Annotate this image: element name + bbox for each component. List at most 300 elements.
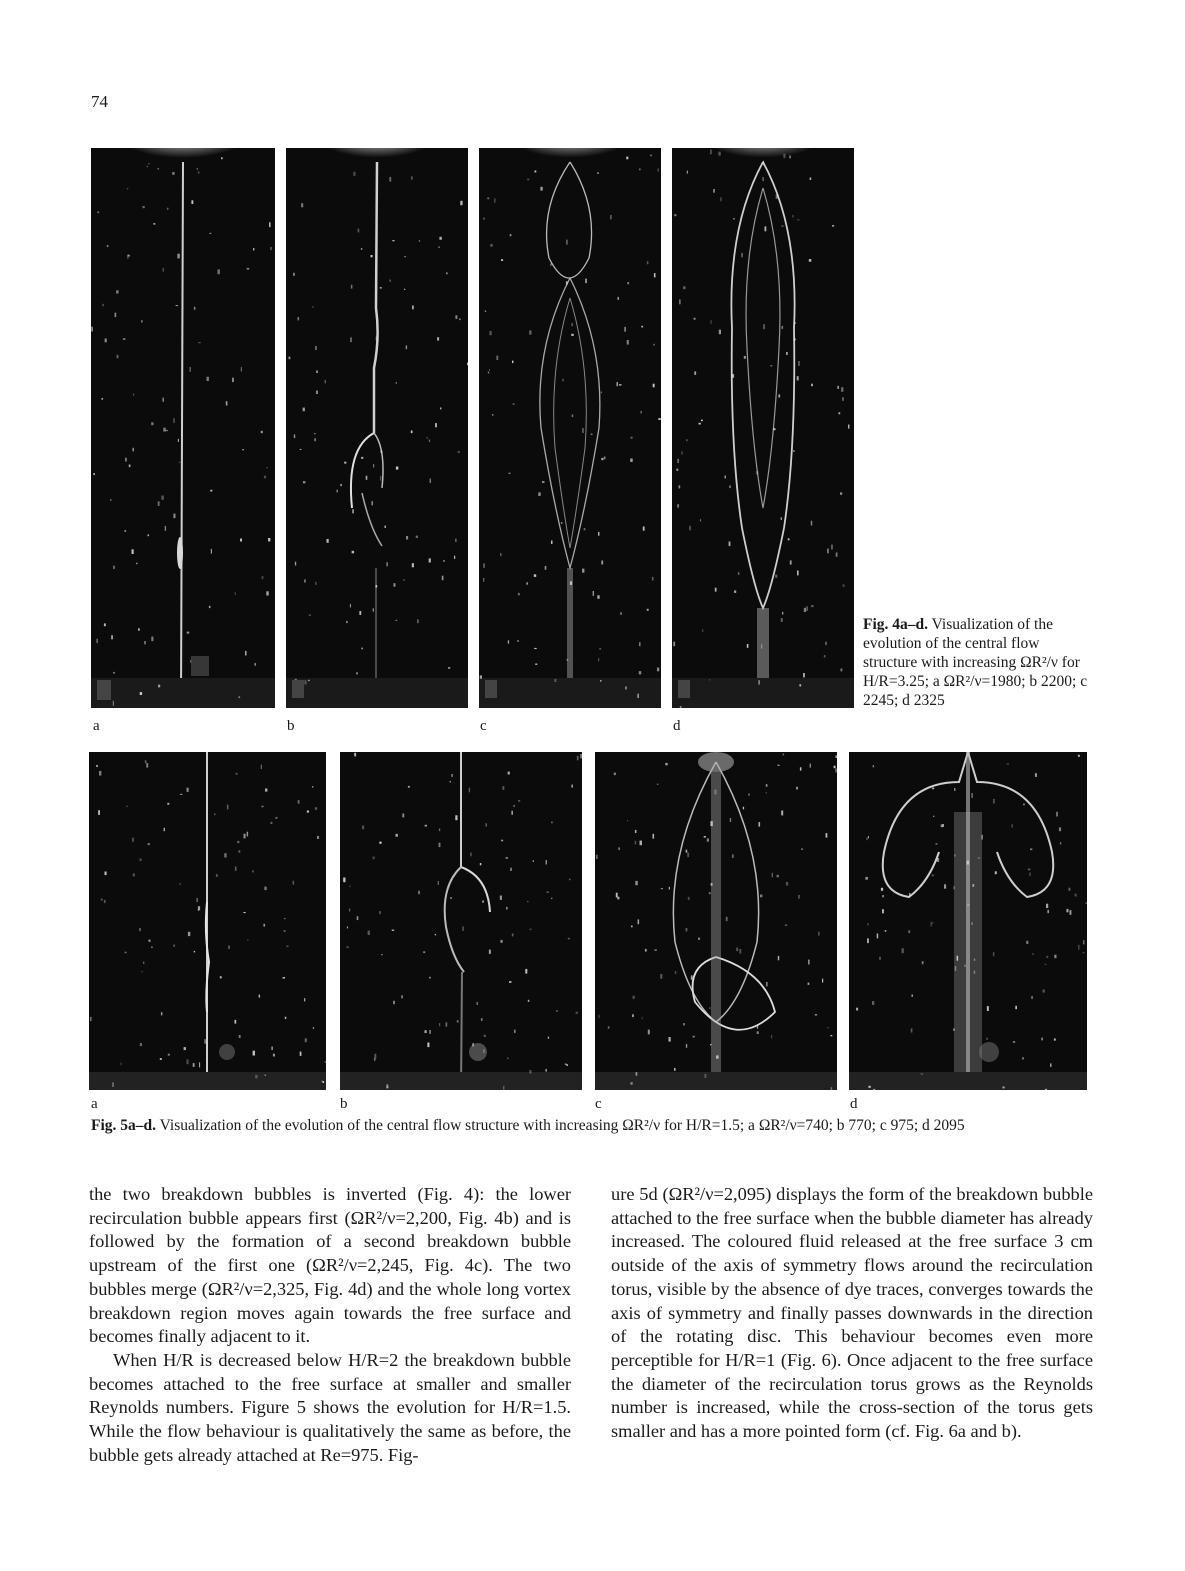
particle-speck bbox=[654, 273, 656, 277]
particle-speck bbox=[764, 324, 765, 329]
particle-speck bbox=[99, 771, 101, 776]
particle-speck bbox=[843, 584, 845, 586]
particle-speck bbox=[831, 545, 833, 550]
particle-speck bbox=[715, 588, 717, 592]
particle-speck bbox=[540, 187, 542, 191]
particle-speck bbox=[908, 930, 910, 933]
particle-speck bbox=[793, 450, 794, 452]
particle-speck bbox=[113, 566, 115, 569]
particle-speck bbox=[138, 628, 140, 630]
particle-speck bbox=[835, 755, 837, 758]
particle-speck bbox=[932, 875, 934, 877]
particle-speck bbox=[535, 664, 537, 665]
particle-speck bbox=[380, 451, 382, 453]
particle-speck bbox=[734, 590, 736, 593]
particle-speck bbox=[1059, 827, 1061, 831]
particle-speck bbox=[127, 188, 128, 189]
particle-speck bbox=[226, 401, 228, 405]
particle-speck bbox=[601, 392, 602, 394]
particle-speck bbox=[585, 279, 587, 284]
particle-speck bbox=[161, 496, 163, 500]
particle-speck bbox=[508, 772, 510, 775]
particle-speck bbox=[501, 840, 503, 842]
particle-speck bbox=[556, 1010, 557, 1011]
particle-speck bbox=[359, 611, 361, 615]
particle-speck bbox=[778, 956, 779, 960]
particle-speck bbox=[144, 641, 146, 644]
particle-speck bbox=[316, 391, 318, 395]
particle-speck bbox=[235, 1020, 237, 1024]
particle-speck bbox=[408, 786, 410, 788]
particle-speck bbox=[800, 767, 802, 770]
particle-speck bbox=[442, 576, 444, 581]
particle-speck bbox=[974, 971, 976, 974]
particle-speck bbox=[570, 581, 572, 585]
particle-speck bbox=[736, 948, 738, 951]
particle-speck bbox=[687, 853, 689, 858]
particle-speck bbox=[417, 619, 418, 623]
particle-speck bbox=[1012, 824, 1013, 827]
particle-speck bbox=[974, 959, 975, 961]
particle-speck bbox=[773, 428, 775, 430]
particle-speck bbox=[385, 526, 387, 528]
particle-speck bbox=[490, 244, 492, 247]
particle-speck bbox=[347, 927, 348, 929]
particle-speck bbox=[981, 835, 983, 840]
particle-speck bbox=[778, 765, 780, 766]
particle-speck bbox=[513, 403, 515, 404]
particle-speck bbox=[627, 282, 629, 284]
particle-speck bbox=[286, 946, 288, 947]
particle-speck bbox=[165, 526, 166, 531]
particle-speck bbox=[517, 640, 518, 642]
particle-speck bbox=[729, 542, 731, 547]
particle-speck bbox=[487, 197, 489, 199]
particle-speck bbox=[221, 157, 223, 159]
particle-speck bbox=[179, 462, 181, 463]
particle-speck bbox=[635, 881, 638, 885]
particle-speck bbox=[546, 860, 547, 864]
particle-speck bbox=[406, 536, 408, 540]
particle-speck bbox=[804, 608, 806, 612]
particle-speck bbox=[604, 457, 606, 460]
particle-speck bbox=[763, 161, 764, 165]
fig5c-photo bbox=[595, 752, 837, 1090]
particle-speck bbox=[1069, 888, 1071, 891]
particle-speck bbox=[931, 922, 932, 927]
particle-speck bbox=[1054, 1039, 1056, 1041]
particle-speck bbox=[600, 680, 601, 682]
particle-speck bbox=[653, 344, 655, 346]
particle-speck bbox=[167, 803, 169, 805]
particle-speck bbox=[265, 1075, 266, 1077]
particle-speck bbox=[528, 1000, 530, 1002]
particle-speck bbox=[209, 233, 211, 234]
particle-speck bbox=[350, 337, 351, 342]
particle-speck bbox=[455, 815, 457, 820]
particle-speck bbox=[190, 660, 191, 662]
particle-speck bbox=[972, 884, 974, 887]
particle-speck bbox=[639, 169, 640, 171]
particle-speck bbox=[1013, 1041, 1015, 1043]
particle-speck bbox=[472, 1043, 474, 1046]
particle-speck bbox=[794, 322, 797, 324]
particle-speck bbox=[658, 418, 660, 420]
particle-speck bbox=[439, 1023, 440, 1026]
particle-speck bbox=[705, 1074, 707, 1078]
particle-speck bbox=[214, 814, 215, 816]
particle-speck bbox=[386, 1084, 388, 1088]
particle-speck bbox=[346, 946, 348, 948]
particle-speck bbox=[429, 558, 431, 562]
particle-speck bbox=[308, 680, 310, 681]
particle-speck bbox=[657, 784, 659, 785]
particle-speck bbox=[1022, 1057, 1024, 1059]
particle-speck bbox=[265, 789, 267, 792]
body-paragraph: the two breakdown bubbles is inverted (Fig. 4): the lower recirculation bubble appears first (ΩR²/ν=2,200, Fig. 4b) and is followed by the formation of a second breakdown bubble upstream of the first one (ΩR²/ν=2,245, Fig. 4c). The two bubbles merge (ΩR²/ν=2,325, Fig. 4d) and the whole long vortex breakdown region moves again towards the free surface and becomes finally adjacent to it. bbox=[89, 1184, 571, 1347]
particle-speck bbox=[177, 254, 179, 259]
particle-speck bbox=[1056, 812, 1058, 817]
particle-speck bbox=[261, 806, 263, 807]
particle-speck bbox=[716, 1055, 719, 1058]
particle-speck bbox=[317, 836, 319, 839]
particle-speck bbox=[567, 659, 569, 661]
particle-speck bbox=[240, 539, 242, 542]
fig4d-photo bbox=[672, 148, 854, 708]
particle-speck bbox=[785, 925, 787, 926]
particle-speck bbox=[995, 871, 997, 874]
particle-speck bbox=[941, 824, 943, 827]
particle-speck bbox=[228, 946, 229, 950]
particle-speck bbox=[811, 384, 813, 387]
particle-speck bbox=[694, 318, 696, 320]
body-right-column bbox=[611, 1183, 1093, 1444]
particle-speck bbox=[161, 1012, 163, 1015]
fig5c-letter: c bbox=[595, 1096, 602, 1112]
particle-speck bbox=[616, 893, 618, 898]
particle-speck bbox=[315, 582, 316, 585]
particle-speck bbox=[801, 849, 803, 850]
particle-speck bbox=[597, 172, 599, 174]
particle-speck bbox=[710, 821, 712, 826]
particle-speck bbox=[191, 200, 193, 204]
particle-speck bbox=[380, 476, 381, 481]
particle-speck bbox=[1015, 1006, 1017, 1009]
fig5d-photo bbox=[849, 752, 1087, 1090]
particle-speck bbox=[506, 857, 508, 859]
particle-speck bbox=[689, 526, 691, 531]
particle-speck bbox=[1023, 804, 1024, 806]
particle-speck bbox=[865, 877, 868, 880]
particle-speck bbox=[1026, 941, 1028, 944]
particle-speck bbox=[139, 859, 141, 861]
particle-speck bbox=[313, 1027, 314, 1028]
particle-speck bbox=[580, 754, 582, 758]
particle-speck bbox=[838, 386, 839, 389]
particle-speck bbox=[247, 832, 248, 837]
particle-speck bbox=[709, 679, 710, 680]
particle-speck bbox=[562, 379, 563, 382]
particle-speck bbox=[419, 240, 420, 242]
particle-speck bbox=[677, 504, 679, 507]
particle-speck bbox=[426, 437, 427, 438]
particle-speck bbox=[693, 1036, 695, 1038]
particle-speck bbox=[211, 549, 212, 554]
particle-speck bbox=[676, 469, 678, 471]
particle-speck bbox=[437, 337, 439, 340]
particle-speck bbox=[295, 562, 296, 566]
particle-speck bbox=[448, 667, 450, 668]
particle-speck bbox=[253, 1051, 255, 1056]
particle-speck bbox=[454, 556, 455, 559]
particle-speck bbox=[180, 883, 181, 885]
particle-speck bbox=[127, 257, 128, 259]
particle-speck bbox=[591, 434, 593, 435]
particle-speck bbox=[788, 538, 790, 540]
particle-speck bbox=[866, 838, 867, 841]
particle-speck bbox=[163, 428, 166, 432]
particle-speck bbox=[535, 171, 537, 173]
particle-speck bbox=[686, 850, 688, 853]
particle-speck bbox=[309, 615, 311, 616]
particle-speck bbox=[396, 382, 397, 384]
fig4a-photo bbox=[91, 148, 275, 708]
particle-speck bbox=[382, 954, 383, 955]
particle-speck bbox=[451, 774, 452, 777]
particle-speck bbox=[166, 430, 168, 431]
particle-speck bbox=[357, 916, 359, 920]
particle-speck bbox=[164, 828, 165, 831]
particle-speck bbox=[237, 841, 239, 843]
particle-speck bbox=[542, 481, 545, 483]
particle-speck bbox=[113, 701, 114, 706]
particle-speck bbox=[601, 458, 603, 460]
particle-speck bbox=[841, 669, 843, 672]
particle-speck bbox=[435, 934, 436, 935]
particle-speck bbox=[450, 781, 451, 782]
particle-speck bbox=[775, 575, 777, 578]
particle-speck bbox=[657, 668, 659, 672]
particle-speck bbox=[782, 612, 783, 615]
particle-speck bbox=[255, 663, 256, 666]
particle-speck bbox=[508, 640, 509, 643]
particle-speck bbox=[809, 259, 812, 262]
particle-speck bbox=[691, 975, 693, 979]
particle-speck bbox=[758, 680, 759, 684]
particle-speck bbox=[631, 1082, 633, 1085]
fig5a-letter: a bbox=[91, 1096, 98, 1112]
particle-speck bbox=[669, 1037, 671, 1042]
particle-speck bbox=[389, 177, 391, 182]
particle-speck bbox=[140, 1043, 142, 1046]
particle-speck bbox=[147, 166, 148, 167]
particle-speck bbox=[264, 476, 266, 479]
particle-speck bbox=[110, 499, 111, 501]
particle-speck bbox=[485, 310, 486, 312]
particle-speck bbox=[680, 706, 682, 708]
particle-speck bbox=[112, 1082, 114, 1087]
particle-speck bbox=[298, 800, 300, 804]
particle-speck bbox=[315, 807, 317, 810]
particle-speck bbox=[430, 479, 431, 483]
particle-speck bbox=[554, 679, 556, 682]
particle-speck bbox=[467, 362, 468, 365]
particle-speck bbox=[269, 222, 270, 227]
particle-speck bbox=[263, 924, 265, 927]
particle-speck bbox=[811, 521, 812, 526]
particle-speck bbox=[373, 464, 374, 467]
particle-speck bbox=[545, 1069, 547, 1072]
particle-speck bbox=[143, 206, 145, 208]
particle-speck bbox=[262, 576, 264, 579]
particle-speck bbox=[665, 763, 667, 765]
particle-speck bbox=[404, 256, 406, 257]
particle-speck bbox=[107, 245, 109, 246]
particle-speck bbox=[786, 352, 788, 355]
particle-speck bbox=[1045, 964, 1047, 965]
particle-speck bbox=[856, 1008, 858, 1011]
particle-speck bbox=[873, 765, 874, 767]
particle-speck bbox=[460, 201, 462, 205]
particle-speck bbox=[158, 685, 160, 688]
particle-speck bbox=[868, 923, 869, 925]
particle-speck bbox=[194, 951, 195, 953]
particle-speck bbox=[698, 938, 700, 940]
particle-speck bbox=[534, 648, 537, 649]
particle-speck bbox=[937, 858, 939, 862]
particle-speck bbox=[259, 995, 261, 998]
particle-speck bbox=[267, 467, 268, 468]
particle-speck bbox=[429, 1030, 431, 1034]
particle-speck bbox=[503, 1086, 504, 1090]
particle-speck bbox=[993, 799, 994, 804]
particle-speck bbox=[285, 1017, 287, 1019]
particle-speck bbox=[358, 229, 360, 233]
particle-speck bbox=[132, 838, 134, 842]
particle-speck bbox=[160, 1058, 162, 1060]
particle-speck bbox=[224, 853, 227, 857]
particle-speck bbox=[429, 440, 430, 442]
fig5a-photo bbox=[89, 752, 326, 1090]
particle-speck bbox=[362, 826, 364, 830]
particle-speck bbox=[551, 822, 552, 824]
particle-speck bbox=[789, 156, 790, 159]
particle-speck bbox=[756, 471, 758, 474]
particle-speck bbox=[387, 562, 388, 566]
particle-speck bbox=[483, 218, 484, 220]
fig4-caption-text: Visualization of the evolution of the central flow structure with increasing ΩR²/ν for H/R=3.25; a ΩR²/ν=1980; b 2200; c 2245; d 2325 bbox=[863, 616, 1088, 709]
particle-speck bbox=[625, 687, 626, 690]
particle-speck bbox=[763, 177, 764, 181]
particle-speck bbox=[954, 854, 955, 856]
particle-speck bbox=[351, 285, 353, 289]
particle-speck bbox=[678, 459, 679, 463]
particle-speck bbox=[483, 1049, 484, 1053]
particle-speck bbox=[673, 642, 675, 647]
particle-speck bbox=[645, 949, 647, 952]
particle-speck bbox=[151, 637, 153, 642]
particle-speck bbox=[163, 268, 164, 272]
particle-speck bbox=[327, 539, 329, 543]
particle-speck bbox=[707, 838, 709, 841]
particle-speck bbox=[158, 168, 159, 169]
particle-speck bbox=[411, 176, 413, 179]
particle-speck bbox=[783, 754, 785, 756]
particle-speck bbox=[702, 629, 703, 632]
particle-speck bbox=[353, 172, 355, 176]
particle-speck bbox=[1066, 909, 1068, 912]
particle-speck bbox=[825, 642, 827, 645]
particle-speck bbox=[631, 437, 633, 439]
particle-speck bbox=[1048, 910, 1049, 913]
particle-speck bbox=[321, 1081, 323, 1082]
particle-speck bbox=[619, 384, 622, 385]
particle-speck bbox=[146, 763, 148, 768]
particle-speck bbox=[443, 560, 445, 561]
particle-speck bbox=[373, 857, 375, 860]
particle-speck bbox=[596, 855, 598, 859]
particle-speck bbox=[1060, 842, 1061, 844]
particle-speck bbox=[127, 255, 129, 257]
particle-speck bbox=[427, 1043, 429, 1048]
particle-speck bbox=[822, 979, 823, 983]
particle-speck bbox=[632, 1014, 634, 1017]
particle-speck bbox=[550, 264, 551, 266]
particle-speck bbox=[96, 765, 98, 767]
particle-speck bbox=[429, 977, 431, 979]
particle-speck bbox=[635, 830, 637, 833]
particle-speck bbox=[253, 248, 254, 250]
particle-speck bbox=[346, 621, 348, 623]
particle-speck bbox=[811, 605, 813, 607]
particle-speck bbox=[188, 932, 190, 936]
particle-speck bbox=[372, 501, 373, 505]
particle-speck bbox=[496, 356, 498, 360]
particle-speck bbox=[438, 247, 440, 248]
particle-speck bbox=[167, 208, 169, 210]
particle-speck bbox=[1078, 945, 1079, 950]
particle-speck bbox=[264, 887, 267, 891]
particle-speck bbox=[545, 566, 547, 570]
particle-speck bbox=[1045, 1089, 1047, 1090]
fig5-caption bbox=[91, 1116, 991, 1135]
particle-speck bbox=[149, 940, 151, 942]
particle-speck bbox=[315, 346, 316, 350]
particle-speck bbox=[404, 289, 405, 290]
fig5-caption-text: Visualization of the evolution of the central flow structure with increasing ΩR²/ν for H/R=1.5; a ΩR²/ν=740; b 770; c 975; d 2095 bbox=[159, 1117, 965, 1134]
particle-speck bbox=[361, 457, 363, 459]
particle-speck bbox=[617, 382, 618, 386]
particle-speck bbox=[527, 901, 529, 902]
particle-speck bbox=[957, 956, 959, 961]
particle-speck bbox=[486, 823, 487, 826]
particle-speck bbox=[830, 1035, 832, 1036]
particle-speck bbox=[593, 591, 594, 596]
particle-speck bbox=[514, 1030, 515, 1033]
particle-speck bbox=[510, 234, 512, 236]
particle-speck bbox=[325, 380, 326, 383]
particle-speck bbox=[406, 345, 407, 349]
particle-speck bbox=[506, 907, 508, 910]
particle-speck bbox=[954, 788, 955, 791]
particle-speck bbox=[732, 374, 735, 378]
particle-speck bbox=[1030, 848, 1032, 850]
particle-speck bbox=[527, 179, 529, 181]
particle-speck bbox=[180, 794, 182, 795]
particle-speck bbox=[714, 790, 716, 795]
particle-speck bbox=[942, 824, 944, 827]
particle-speck bbox=[641, 326, 643, 328]
